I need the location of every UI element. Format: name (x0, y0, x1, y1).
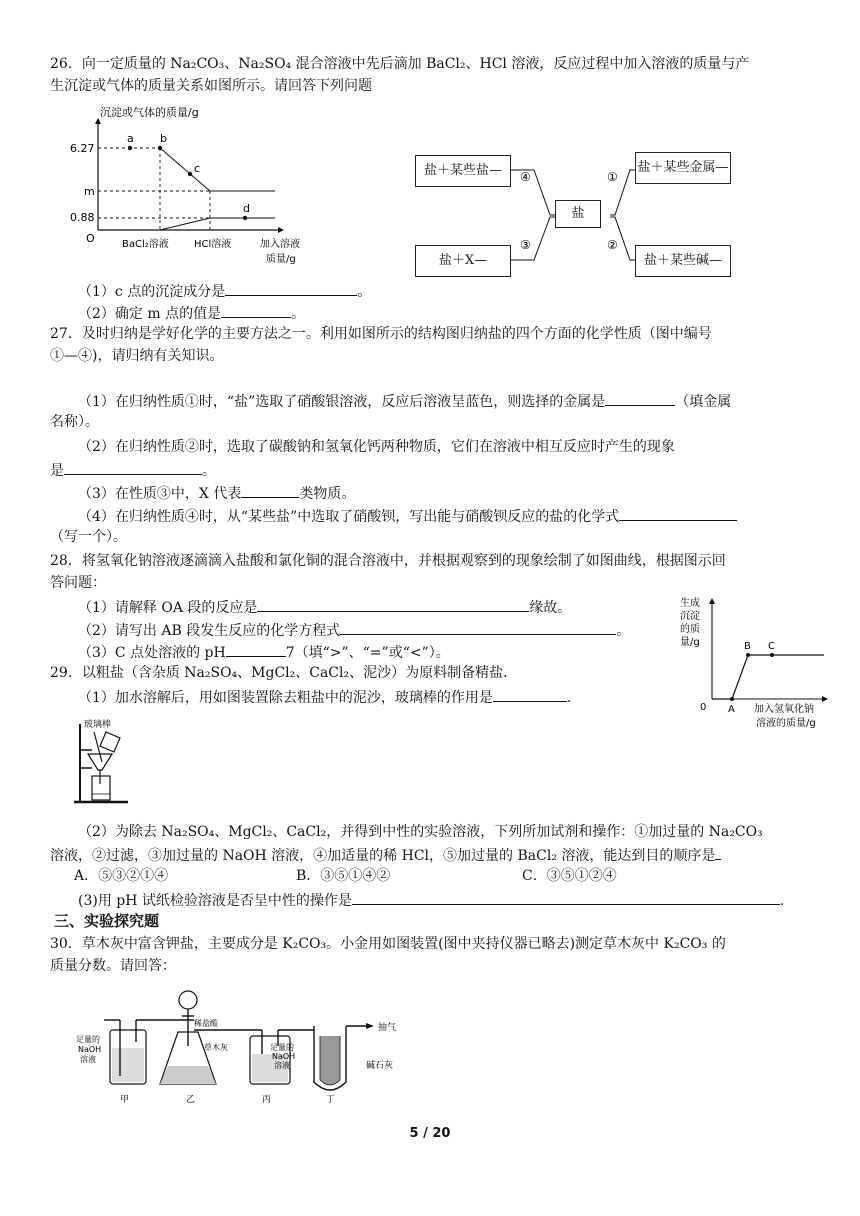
q26-xlabel-2: 质量/g (266, 254, 296, 265)
q26-line1: 26．向一定质量的 Na₂CO₃、Na₂SO₄ 混合溶液中先后滴加 BaCl₂、HCl 溶液，反应过程中加入溶液的质量与产 (50, 56, 750, 72)
q28-sub1: （1）请解释 OA 段的反应是 缘故。 (78, 596, 571, 618)
svg-text:碱石灰: 碱石灰 (366, 1061, 394, 1071)
q26-point-c (188, 172, 192, 176)
q29-option-c: C．③⑤①②④ (522, 868, 617, 884)
q27-num-4: ④ (520, 170, 531, 184)
q26-label-d: d (243, 202, 250, 215)
q27-num-1: ① (607, 170, 618, 184)
q27-sub2-cont: 是 。 (50, 459, 216, 481)
svg-text:乙: 乙 (186, 1095, 196, 1105)
svg-text:草木灰: 草木灰 (204, 1043, 228, 1052)
q28-label-c: C (768, 641, 775, 652)
svg-text:足量的: 足量的 (270, 1043, 294, 1052)
q28-line2: 答问题： (50, 575, 106, 591)
q26-chart (60, 102, 320, 270)
filtration-apparatus-figure (70, 716, 132, 806)
q29-option-b: B．③⑤①④② (296, 868, 391, 884)
q29-sub2-cont: 溶液，②过滤，③加过量的 NaOH 溶液，④加适量的稀 HCl，⑤加过量的 BaCl₂ 溶液，能达到目的顺序是 (50, 844, 721, 866)
q27-sub4: （4）在归纳性质④时，从“某些盐”中选取了硝酸钡，写出能与硝酸钡反应的盐的化学式 (78, 505, 737, 527)
q26-ylabel: 沉淀或气体的质量/g (100, 106, 199, 119)
q28-label-b: B (744, 641, 751, 652)
q28-sub3: （3）C 点处溶液的 pH 7（填“>”、“=”或“<”）。 (78, 641, 450, 663)
diagram-box-salt-base: 盐＋某些碱— (635, 245, 731, 277)
svg-text:溶液: 溶液 (80, 1055, 96, 1064)
q26-label-c: c (194, 162, 201, 175)
diagram-box-salt-x: 盐＋X— (415, 245, 511, 277)
q26-point-d (243, 216, 247, 220)
q28-ylabel-1: 生成 (680, 598, 700, 609)
svg-text:溶液: 溶液 (274, 1061, 290, 1070)
q26-point-b (158, 146, 162, 150)
glass-rod-label: 玻璃棒 (84, 720, 112, 730)
svg-text:NaOH: NaOH (272, 1052, 296, 1061)
q29-sub1: （1）加水溶解后，用如图装置除去粗盐中的泥沙，玻璃棒的作用是 . (78, 686, 571, 708)
q26-xtick-bacl2: BaCl₂溶液 (122, 239, 169, 250)
q26-label-a: a (127, 132, 134, 145)
q29-option-a: A．⑤③②①④ (74, 868, 169, 884)
q26-ytick-627: 6.27 (70, 142, 95, 155)
q26-xtick-hcl: HCl溶液 (194, 239, 232, 250)
q28-line1: 28．将氢氧化钠溶液逐滴滴入盐酸和氯化铜的混合溶液中，并根据观察到的现象绘制了如图曲线，根据图示回 (50, 553, 726, 569)
q28-chart (676, 594, 830, 734)
svg-text:甲: 甲 (120, 1095, 130, 1105)
q26-point-a (128, 146, 132, 150)
q27-num-3: ③ (520, 238, 531, 252)
q28-point-a (730, 697, 734, 701)
q26-sub2: （2）确定 m 点的值是 。 (78, 302, 305, 324)
q27-line2: ①—④)，请归纳有关知识。 (50, 348, 224, 364)
q26-ytick-088: 0.88 (70, 211, 95, 224)
q26-ytick-m: m (84, 185, 95, 198)
q28-xlabel-2: 溶液的质量/g (756, 718, 816, 729)
q27-sub4-cont: （写一个）。 (50, 529, 127, 545)
q28-label-a: A (728, 704, 735, 715)
section-heading: 三、实验探究题 (54, 912, 160, 930)
q27-line1: 27．及时归纳是学好化学的主要方法之一。利用如图所示的结构图归纳盐的四个方面的化学性质（图中编号 (50, 326, 712, 342)
svg-text:NaOH: NaOH (78, 1045, 102, 1054)
diagram-box-center-salt: 盐 (555, 200, 601, 228)
q27-num-2: ② (607, 238, 618, 252)
q29-sub2: （2）为除去 Na₂SO₄、MgCl₂、CaCl₂，并得到中性的实验溶液，下列所加试剂和操作：①加过量的 Na₂CO₃ (78, 824, 763, 840)
svg-text:足量的: 足量的 (76, 1035, 100, 1044)
q28-origin: 0 (700, 702, 707, 713)
diagram-box-salt-metal: 盐＋某些金属— (635, 152, 731, 184)
q27-sub3: （3）在性质③中，X 代表 类物质。 (78, 482, 355, 504)
q26-origin: O (86, 232, 95, 245)
q29-sub3: (3)用 pH 试纸检验溶液是否呈中性的操作是 . (78, 889, 784, 911)
svg-text:抽气: 抽气 (378, 1023, 397, 1033)
q30-apparatus (70, 986, 410, 1106)
svg-text:丙: 丙 (262, 1095, 272, 1105)
page-number: 5 / 20 (409, 1126, 451, 1141)
q30-line2: 质量分数。请回答： (50, 958, 176, 974)
q28-ylabel-4: 量/g (680, 637, 700, 648)
q26-xlabel-1: 加入溶液 (260, 239, 300, 250)
q28-ylabel-3: 的质 (680, 624, 700, 635)
q27-sub1: （1）在归纳性质①时，“盐”选取了硝酸银溶液，反应后溶液呈蓝色，则选择的金属是 （填金属 (78, 390, 731, 412)
q28-point-c (770, 653, 774, 657)
q27-sub2: （2）在归纳性质②时，选取了碳酸钠和氢氧化钙两种物质，它们在溶液中相互反应时产生的现象 (78, 439, 675, 455)
diagram-box-salt-salt: 盐＋某些盐— (415, 155, 511, 187)
q28-ylabel-2: 沉淀 (680, 611, 700, 622)
q28-point-b (746, 653, 750, 657)
q30-line1: 30．草木灰中富含钾盐，主要成分是 K₂CO₃。小金用如图装置(图中夹持仪器已略去)测定草木灰中 K₂CO₃ 的 (50, 936, 726, 952)
q28-xlabel-1: 加入氢氧化钠 (754, 704, 814, 715)
q27-sub1-cont: 名称）。 (50, 414, 99, 430)
q26-label-b: b (160, 132, 167, 145)
svg-text:稀盐酸: 稀盐酸 (194, 1019, 218, 1028)
separatory-funnel (179, 991, 197, 1009)
q26-line2: 生沉淀或气体的质量关系如图所示。请回答下列问题 (50, 78, 372, 94)
q26-sub1: （1）c 点的沉淀成分是 。 (78, 280, 371, 302)
q28-sub2: （2）请写出 AB 段发生反应的化学方程式 。 (78, 619, 630, 641)
svg-text:丁: 丁 (326, 1095, 336, 1105)
q29-line1: 29．以粗盐（含杂质 Na₂SO₄、MgCl₂、CaCl₂、泥沙）为原料制备精盐． (50, 665, 518, 681)
